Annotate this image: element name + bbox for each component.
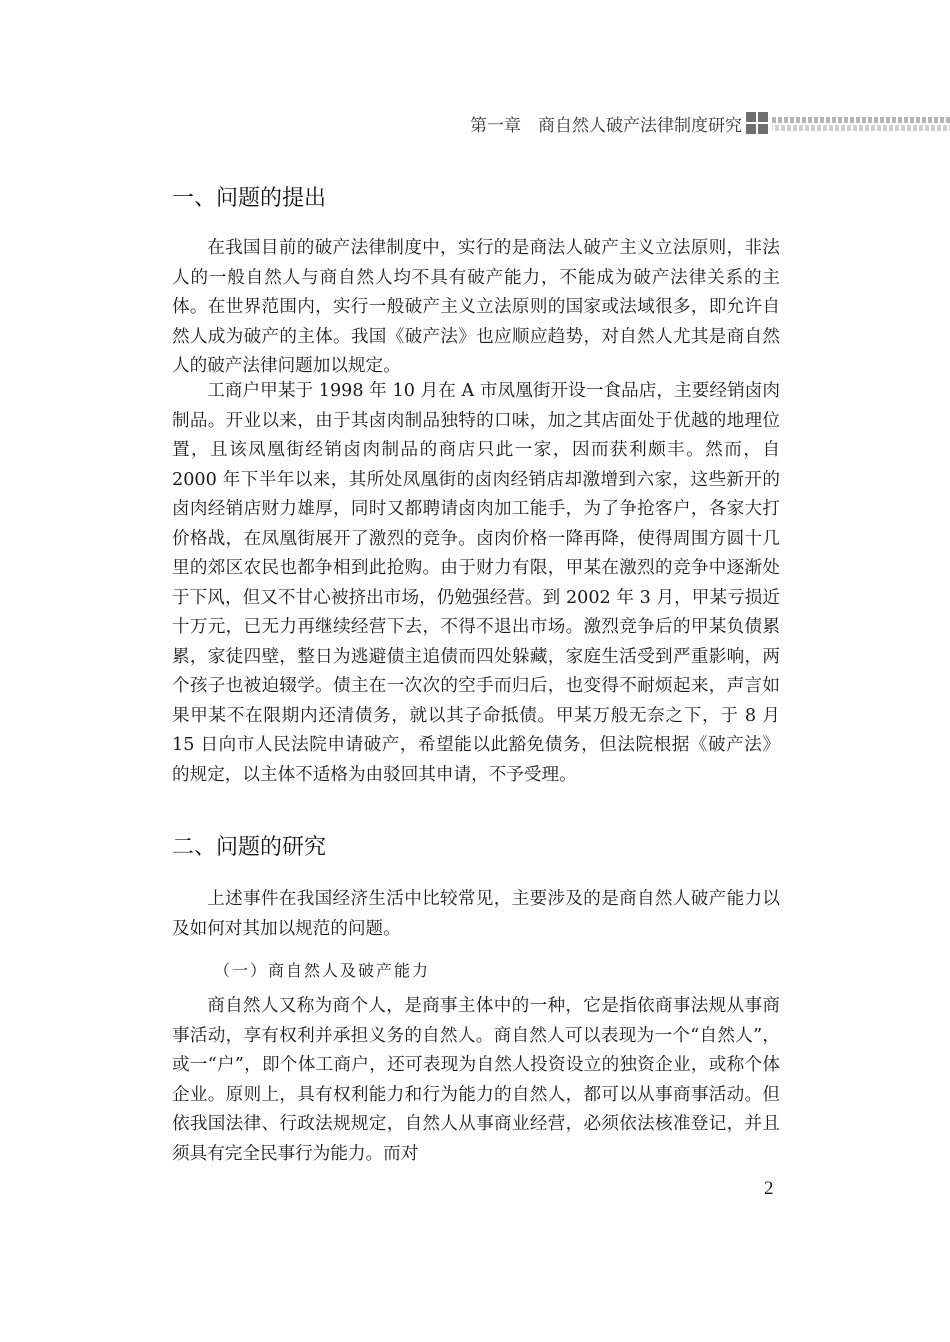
header-squares-ornament bbox=[746, 112, 768, 134]
header-dotted-band bbox=[772, 117, 950, 131]
page-number: 2 bbox=[764, 1178, 774, 1199]
paragraph-2: 工商户甲某于 1998 年 10 月在 A 市凤凰街开设一食品店，主要经销卤肉制品。开业以来，由于其卤肉制品独特的口味，加之其店面处于优越的地理位置，且该凤凰街经销卤肉制品的商店只此一家，因而获利颇丰。然而，自 2000 年下半年以来，其所处凤凰街的卤肉经销店却激增到六家，这些新开的卤肉经销店财力雄厚，同时又都聘请卤肉加工能手，为了争抢客户，各家大打价格战，在凤凰街展开了激烈的竞争。卤肉价格一降再降，使得周围方圆十几里的郊区农民也都争相到此抢购。由于财力有限，甲某在激烈的竞争中逐渐处于下风，但又不甘心被挤出市场，仍勉强经营。到 2002 年 3 月，甲某亏损近十万元，已无力再继续经营下去，不得不退出市场。激烈竞争后的甲某负债累累，家徒四壁，整日为逃避债主追债而四处躲藏，家庭生活受到严重影响，两个孩子也被迫辍学。债主在一次次的空手而归后，也变得不耐烦起来，声言如果甲某不在限期内还清债务，就以其子命抵债。甲某万般无奈之下，于 8 月 15 日向市人民法院申请破产，希望能以此豁免债务，但法院根据《破产法》的规定，以主体不适格为由驳回其申请，不予受理。 bbox=[172, 381, 780, 785]
paragraph-4: 商自然人又称为商个人，是商事主体中的一种，它是指依商事法规从事商事活动，享有权利并承担义务的自然人。商自然人可以表现为一个“自然人”，或一“户”，即个体工商户，还可表现为自然人投资设立的独资企业，或称个体企业。原则上，具有权利能力和行为能力的自然人，都可以从事商事活动。但依我国法律、行政法规规定，自然人从事商业经营，必须依法核准登记，并且须具有完全民事行为能力。而对 bbox=[172, 996, 780, 1164]
section-heading-1: 一、问题的提出 bbox=[172, 186, 327, 211]
paragraph-3: 上述事件在我国经济生活中比较常见，主要涉及的是商自然人破产能力以及如何对其加以规范的问题。 bbox=[172, 889, 780, 939]
section-heading-2: 二、问题的研究 bbox=[172, 835, 327, 860]
running-header-title: 第一章 商自然人破产法律制度研究 bbox=[470, 116, 742, 136]
running-header bbox=[0, 108, 950, 138]
paragraph-1: 在我国目前的破产法律制度中，实行的是商法人破产主义立法原则，非法人的一般自然人与商自然人均不具有破产能力，不能成为破产法律关系的主体。在世界范围内，实行一般破产主义立法原则的国家或法域很多，即允许自然人成为破产的主体。我国《破产法》也应顺应趋势，对自然人尤其是商自然人的破产法律问题加以规定。 bbox=[172, 238, 780, 376]
subheading-1: （一）商自然人及破产能力 bbox=[214, 961, 431, 980]
